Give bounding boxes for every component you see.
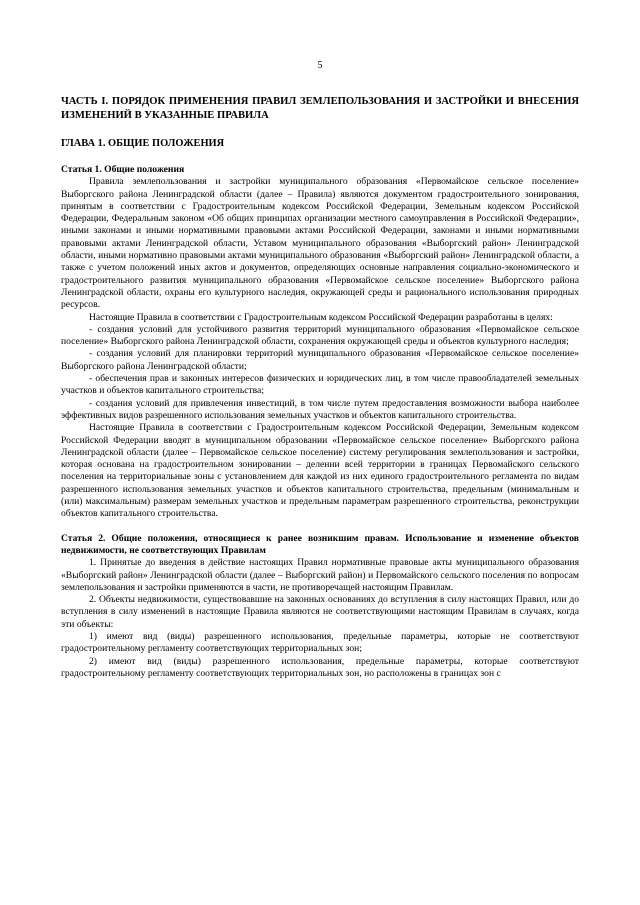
article-1-paragraph: Правила землепользования и застройки муниципального образования «Первомайское сельское поселение» Выборгского района Ленинградской области (далее – Правила) являются документом градостроительного зонирования, принятым в соответствии с Градостроительным кодексом Российской Федерации, Земельным кодексом Российской Федерации, Федеральным законом «Об общих принципах организации местного самоуправления в Российской Федерации», иными законами и иными нормативными правовыми актами Российской Федерации, законами и иными нормативными правовыми актами Ленинградской области, Уставом муниципального образования «Выборгский район» Ленинградской области, иными нормативно правовыми актами муниципального образования «Выборгский район» Ленинградской области, а также с учетом положений иных актов и документов, определяющих основные направления социально-экономического и градостроительного развития муниципального образования «Первомайское сельское поселение» Выборгского района Ленинградской области, охраны его культурного наследия, окружающей среды и рационального использования природных ресурсов.	[61, 176, 579, 311]
article-1-list-item: - создания условий для устойчивого развития территорий муниципального образования «Первомайское сельское поселение» Выборгского района Ленинградской области, сохранения окружающей среды и объектов культурного наследия;	[61, 323, 579, 348]
article-2-paragraph: 1. Принятые до введения в действие настоящих Правил нормативные правовые акты муниципального образования «Выборгский район» Ленинградской области (далее – Выборгский район) и Первомайского сельского поселения по вопросам землепользования и застройки применяются в части, не противоречащей настоящим Правилам.	[61, 557, 579, 593]
article-1-closing-paragraph: Настоящие Правила в соответствии с Градостроительным кодексом Российской Федерации, Земельным кодексом Российской Федерации вводят в муниципальном образовании «Первомайское сельское поселение» Выборгского района Ленинградской области (далее – Первомайское сельское поселение) систему регулирования землепользования и застройки, которая основана на градостроительном зонировании – делении всей территории в границах Первомайского сельского поселения на территориальные зоны с установлением для каждой из них единого градостроительного регламента по видам разрешенного использования земельных участков и объектов капитального строительства, предельным (минимальным и (или) максимальным) размерам земельных участков и предельным параметрам разрешенного строительства, реконструкции объектов капитального строительства.	[61, 422, 579, 520]
part-title: ЧАСТЬ I. ПОРЯДОК ПРИМЕНЕНИЯ ПРАВИЛ ЗЕМЛЕПОЛЬЗОВАНИЯ И ЗАСТРОЙКИ И ВНЕСЕНИЯ ИЗМЕНЕНИЙ В УКАЗАННЫЕ ПРАВИЛА	[61, 96, 579, 121]
article-1-title: Статья 1. Общие положения	[61, 164, 185, 175]
article-2-title: Статья 2. Общие положения, относящиеся к ранее возникшим правам. Использование и изменение объектов недвижимости, не соответствующих Правилам	[61, 532, 579, 556]
page-content	[61, 95, 579, 680]
article-2-paragraph: 1) имеют вид (виды) разрешенного использования, предельные параметры, которые не соответствуют градостроительному регламенту соответствующих территориальных зон;	[61, 630, 579, 655]
article-2-paragraph: 2. Объекты недвижимости, существовавшие на законных основаниях до вступления в силу настоящих Правил, или до вступления в силу изменений в настоящие Правила являются не соответствующими настоящим Правилам в случаях, когда эти объекты:	[61, 594, 579, 630]
chapter-title: ГЛАВА 1. ОБЩИЕ ПОЛОЖЕНИЯ	[61, 138, 225, 149]
article-1-list-item: - создания условий для привлечения инвестиций, в том числе путем предоставления возможности выбора наиболее эффективных видов разрешенного использования земельных участков и объектов капитального строительства.	[61, 397, 579, 421]
article-1-paragraph: Настоящие Правила в соответствии с Градостроительным кодексом Российской Федерации разработаны в целях:	[89, 311, 553, 323]
article-1-list-item: - создания условий для планировки территорий муниципального образования «Первомайское сельское поселение» Выборгского района Ленинградской области;	[61, 348, 579, 372]
page-number: 5	[317, 60, 323, 71]
article-2-paragraph: 2) имеют вид (виды) разрешенного использования, предельные параметры, которые соответствуют градостроительному регламенту соответствующих территориальных зон, но расположены в границах зон с	[61, 655, 579, 679]
article-1-list-item: - обеспечения прав и законных интересов физических и юридических лиц, в том числе правообладателей земельных участков и объектов капитального строительства;	[61, 373, 579, 397]
